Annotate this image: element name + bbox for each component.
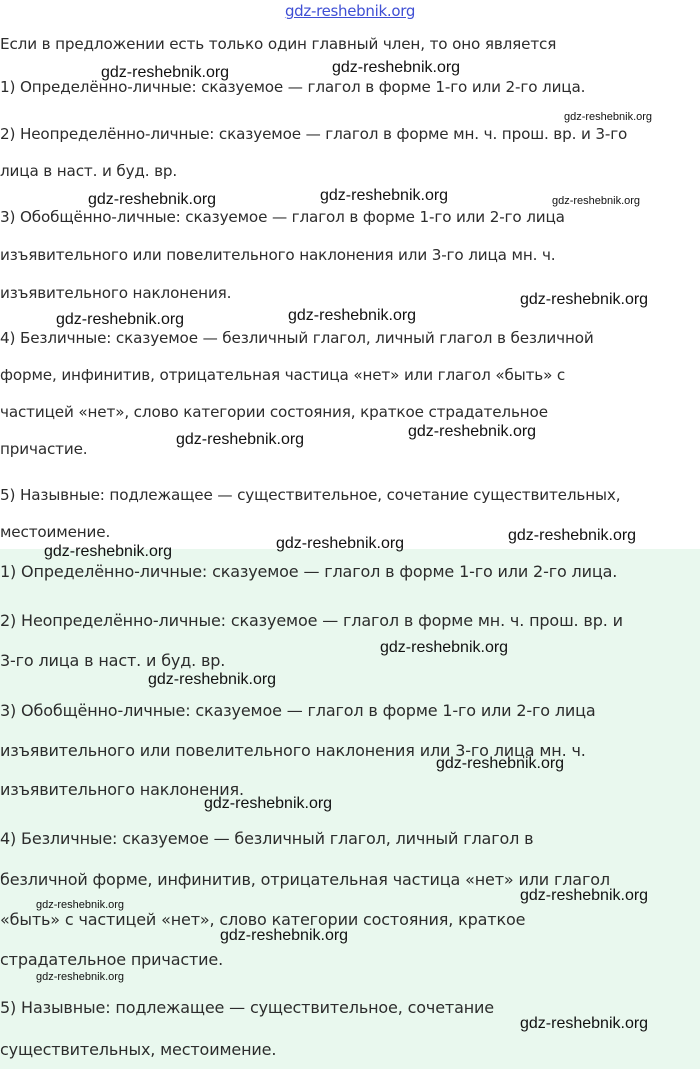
answer-line: 5) Назывные: подлежащее — существительное, сочетание	[0, 998, 494, 1017]
watermark: gdz-reshebnik.org	[204, 795, 333, 812]
watermark: gdz-reshebnik.org	[552, 195, 641, 207]
theory-line: причастие.	[0, 440, 88, 458]
theory-line: местоимение.	[0, 523, 111, 541]
watermark: gdz-reshebnik.org	[408, 423, 537, 440]
theory-line: лица в наст. и буд. вр.	[0, 162, 178, 180]
watermark: gdz-reshebnik.org	[148, 671, 277, 688]
answer-line: безличной форме, инфинитив, отрицательная частица «нет» или глагол	[0, 870, 610, 889]
watermark: gdz-reshebnik.org	[36, 899, 125, 911]
watermark: gdz-reshebnik.org	[520, 291, 649, 308]
watermark: gdz-reshebnik.org	[520, 887, 649, 904]
answer-line: 3) Обобщённо-личные: сказуемое — глагол в форме 1-го или 2-го лица	[0, 701, 596, 720]
watermark: gdz-reshebnik.org	[88, 191, 217, 208]
watermark: gdz-reshebnik.org	[380, 639, 509, 656]
theory-line: изъявительного наклонения.	[0, 284, 232, 302]
watermark: gdz-reshebnik.org	[36, 971, 125, 983]
answer-line: 1) Определённо-личные: сказуемое — глагол в форме 1-го или 2-го лица.	[0, 562, 618, 581]
watermark: gdz-reshebnik.org	[436, 755, 565, 772]
watermark: gdz-reshebnik.org	[44, 543, 173, 560]
watermark: gdz-reshebnik.org	[508, 527, 637, 544]
intro-text: Если в предложении есть только один главный член, то оно является	[0, 35, 557, 53]
theory-line: 4) Безличные: сказуемое — безличный глагол, личный глагол в безличной	[0, 329, 594, 347]
site-header	[0, 0, 700, 26]
watermark: gdz-reshebnik.org	[56, 311, 185, 328]
answer-line: страдательное причастие.	[0, 950, 224, 969]
answer-line: 3-го лица в наст. и буд. вр.	[0, 651, 226, 670]
answer-line: изъявительного наклонения.	[0, 780, 244, 799]
watermark: gdz-reshebnik.org	[564, 111, 653, 123]
answer-line: изъявительного или повелительного наклонения или 3-го лица мн. ч.	[0, 741, 586, 760]
theory-line: частицей «нет», слово категории состояния, краткое страдательное	[0, 403, 548, 421]
watermark: gdz-reshebnik.org	[176, 431, 305, 448]
watermark: gdz-reshebnik.org	[320, 187, 449, 204]
answer-line: «быть» с частицей «нет», слово категории состояния, краткое	[0, 910, 526, 929]
watermark: gdz-reshebnik.org	[276, 535, 405, 552]
site-link[interactable]: gdz-reshebnik.org	[284, 2, 416, 20]
answer-line: 4) Безличные: сказуемое — безличный глагол, личный глагол в	[0, 829, 534, 848]
theory-line: 2) Неопределённо-личные: сказуемое — глагол в форме мн. ч. прош. вр. и 3-го	[0, 125, 628, 143]
answer-line: существительных, местоимение.	[0, 1040, 277, 1059]
theory-line: 5) Назывные: подлежащее — существительное, сочетание существительных,	[0, 486, 621, 504]
theory-line: 1) Определённо-личные: сказуемое — глагол в форме 1-го или 2-го лица.	[0, 78, 586, 96]
watermark: gdz-reshebnik.org	[220, 927, 349, 944]
theory-line: 3) Обобщённо-личные: сказуемое — глагол в форме 1-го или 2-го лица	[0, 208, 565, 226]
watermark: gdz-reshebnik.org	[288, 307, 417, 324]
theory-line: форме, инфинитив, отрицательная частица «нет» или глагол «быть» с	[0, 366, 566, 384]
answer-line: 2) Неопределённо-личные: сказуемое — глагол в форме мн. ч. прош. вр. и	[0, 611, 623, 630]
watermark: gdz-reshebnik.org	[332, 59, 461, 76]
theory-line: изъявительного или повелительного наклонения или 3-го лица мн. ч.	[0, 246, 556, 264]
watermark: gdz-reshebnik.org	[101, 64, 230, 81]
watermark: gdz-reshebnik.org	[520, 1015, 649, 1032]
